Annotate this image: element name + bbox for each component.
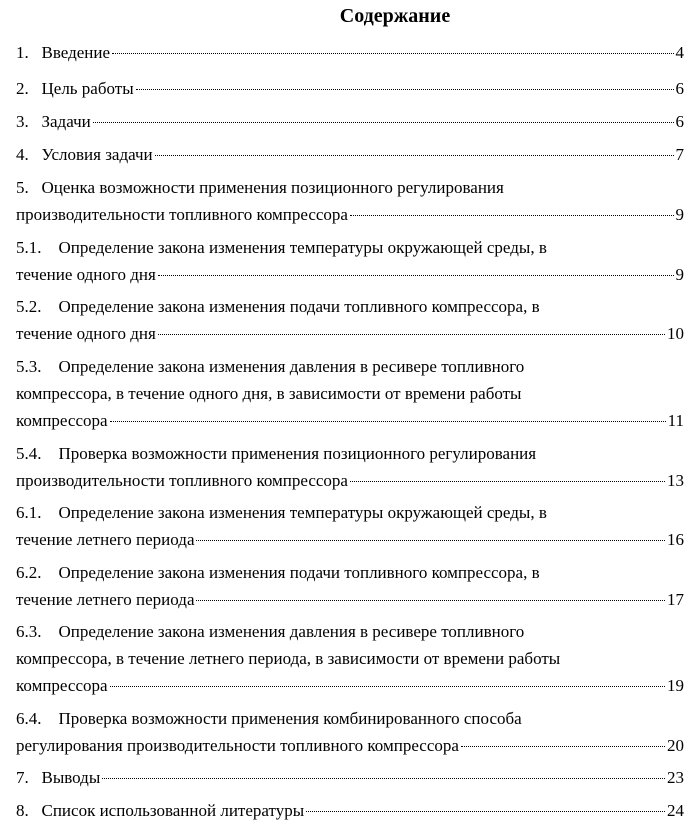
toc-entry-line bbox=[16, 320, 684, 347]
toc-entry-line bbox=[16, 467, 684, 494]
toc-entry-line bbox=[16, 586, 684, 613]
dot-leader bbox=[306, 810, 665, 812]
toc-entry-title: Определение закона изменения подачи топливного компрессора, в bbox=[58, 297, 540, 316]
toc-entry-title: течение одного дня bbox=[16, 324, 156, 343]
toc-entry-line bbox=[16, 440, 684, 467]
toc-entry-title: течение летнего периода bbox=[16, 590, 195, 609]
toc-entry[interactable] bbox=[16, 108, 684, 135]
toc-entry-number: 6.2. bbox=[16, 563, 59, 582]
toc-entry-page: 23 bbox=[667, 768, 684, 787]
toc-entry-title: производительности топливного компрессора bbox=[16, 471, 348, 490]
toc-entry-title: Определение закона изменения температуры окружающей среды, в bbox=[58, 238, 547, 257]
page-title: Содержание bbox=[339, 5, 451, 27]
toc-entry-page: 10 bbox=[667, 324, 684, 343]
toc-entry[interactable] bbox=[16, 234, 684, 288]
toc-entry-title: Определение закона изменения давления в ресивере топливного bbox=[58, 622, 525, 641]
toc-entry-line bbox=[16, 407, 684, 434]
dot-leader bbox=[196, 539, 665, 541]
toc-entry-page: 4 bbox=[675, 43, 684, 62]
dot-leader bbox=[461, 745, 665, 747]
toc-entry-page: 17 bbox=[667, 590, 684, 609]
toc-entry-line bbox=[16, 201, 684, 228]
toc-entry-line bbox=[16, 353, 684, 380]
toc-entry-title: Оценка возможности применения позиционного регулирования bbox=[41, 178, 504, 197]
toc-entry-number: 8. bbox=[16, 801, 42, 820]
toc-entry[interactable] bbox=[16, 499, 684, 553]
toc-entry-line bbox=[16, 234, 684, 261]
toc-entry-title: компрессора, в течение летнего периода, в зависимости от времени работы bbox=[16, 649, 561, 668]
toc-entry[interactable] bbox=[16, 705, 684, 759]
dot-leader bbox=[350, 214, 674, 216]
toc-entry-title: Выводы bbox=[41, 768, 101, 787]
toc-entry-title: Определение закона изменения давления в ресивере топливного bbox=[58, 357, 525, 376]
toc-entry-title: Проверка возможности применения позиционного регулирования bbox=[58, 444, 537, 463]
toc-entry-line bbox=[16, 108, 684, 135]
toc-entry-title: компрессора bbox=[16, 676, 108, 695]
toc-entry-number: 2. bbox=[16, 79, 42, 98]
toc-entry-title: Определение закона изменения температуры окружающей среды, в bbox=[58, 503, 547, 522]
toc-entry-title: производительности топливного компрессора bbox=[16, 205, 348, 224]
dot-leader bbox=[196, 599, 665, 601]
toc-entry-page: 13 bbox=[667, 471, 684, 490]
toc-entry[interactable] bbox=[16, 559, 684, 613]
dot-leader bbox=[158, 333, 665, 335]
toc-entry-line bbox=[16, 645, 684, 672]
toc-entry-page: 9 bbox=[675, 265, 684, 284]
toc-entry[interactable] bbox=[16, 797, 684, 824]
toc-entry-title: Определение закона изменения подачи топливного компрессора, в bbox=[58, 563, 540, 582]
toc-entry-number: 5. bbox=[16, 178, 42, 197]
toc-entry-line bbox=[16, 293, 684, 320]
toc-entry-line bbox=[16, 559, 684, 586]
dot-leader bbox=[155, 154, 674, 156]
dot-leader bbox=[93, 121, 674, 123]
dot-leader bbox=[350, 480, 665, 482]
toc-entry-number: 3. bbox=[16, 112, 42, 131]
toc-entry-page: 6 bbox=[675, 79, 684, 98]
toc-entry-line bbox=[16, 75, 684, 102]
toc-entry-page: 16 bbox=[667, 530, 684, 549]
toc-entry-page: 6 bbox=[675, 112, 684, 131]
toc-entry[interactable] bbox=[16, 39, 684, 66]
toc-entry-number: 1. bbox=[16, 43, 42, 62]
toc-entry-line bbox=[16, 141, 684, 168]
toc-entry-title: течение одного дня bbox=[16, 265, 156, 284]
toc-entry[interactable] bbox=[16, 353, 684, 434]
toc-entry[interactable] bbox=[16, 764, 684, 791]
toc-entry-page: 19 bbox=[667, 676, 684, 695]
toc-entry-number: 7. bbox=[16, 768, 42, 787]
toc-entry-title: Цель работы bbox=[41, 79, 134, 98]
toc-entry-line bbox=[16, 39, 684, 66]
toc-entry-title: компрессора bbox=[16, 411, 108, 430]
toc-entry-number: 6.3. bbox=[16, 622, 59, 641]
dot-leader bbox=[158, 274, 674, 276]
toc-entry-line bbox=[16, 764, 684, 791]
toc-entry-line bbox=[16, 261, 684, 288]
toc-entry-number: 6.1. bbox=[16, 503, 59, 522]
toc-entry-page: 11 bbox=[667, 411, 684, 430]
toc-entry-title: Введение bbox=[41, 43, 111, 62]
dot-leader bbox=[110, 685, 665, 687]
toc-entry-line bbox=[16, 380, 684, 407]
toc-entry[interactable] bbox=[16, 75, 684, 102]
toc-entry-line bbox=[16, 797, 684, 824]
toc-entry-line bbox=[16, 499, 684, 526]
toc-entry-page: 20 bbox=[667, 736, 684, 755]
toc-entry-number: 5.3. bbox=[16, 357, 59, 376]
toc-entry[interactable] bbox=[16, 440, 684, 494]
toc-entry-title: течение летнего периода bbox=[16, 530, 195, 549]
toc-entry-title: Проверка возможности применения комбинированного способа bbox=[58, 709, 522, 728]
toc-entry-title: компрессора, в течение одного дня, в зависимости от времени работы bbox=[16, 384, 522, 403]
toc-entry-title: регулирования производительности топливного компрессора bbox=[16, 736, 459, 755]
toc-entry-line bbox=[16, 705, 684, 732]
toc-entry-number: 4. bbox=[16, 145, 42, 164]
dot-leader bbox=[136, 88, 674, 90]
toc-entry-line bbox=[16, 672, 684, 699]
toc-entry[interactable] bbox=[16, 141, 684, 168]
toc-entry-number: 5.2. bbox=[16, 297, 59, 316]
toc-entry[interactable] bbox=[16, 174, 684, 228]
toc-entry-number: 5.1. bbox=[16, 238, 59, 257]
toc-entry[interactable] bbox=[16, 293, 684, 347]
toc-entry-number: 5.4. bbox=[16, 444, 59, 463]
toc-entry-title: Условия задачи bbox=[41, 145, 153, 164]
toc-entry-title: Список использованной литературы bbox=[41, 801, 305, 820]
toc-entry[interactable] bbox=[16, 618, 684, 699]
toc-entry-line bbox=[16, 618, 684, 645]
toc-entry-number: 6.4. bbox=[16, 709, 59, 728]
toc-entry-page: 24 bbox=[667, 801, 684, 820]
dot-leader bbox=[110, 420, 666, 422]
toc-entry-title: Задачи bbox=[41, 112, 91, 131]
toc-entry-page: 9 bbox=[675, 205, 684, 224]
dot-leader bbox=[112, 52, 673, 54]
toc-entry-line bbox=[16, 526, 684, 553]
dot-leader bbox=[102, 777, 665, 779]
toc-entry-line bbox=[16, 174, 684, 201]
toc-entry-page: 7 bbox=[675, 145, 684, 164]
toc-entry-line bbox=[16, 732, 684, 759]
